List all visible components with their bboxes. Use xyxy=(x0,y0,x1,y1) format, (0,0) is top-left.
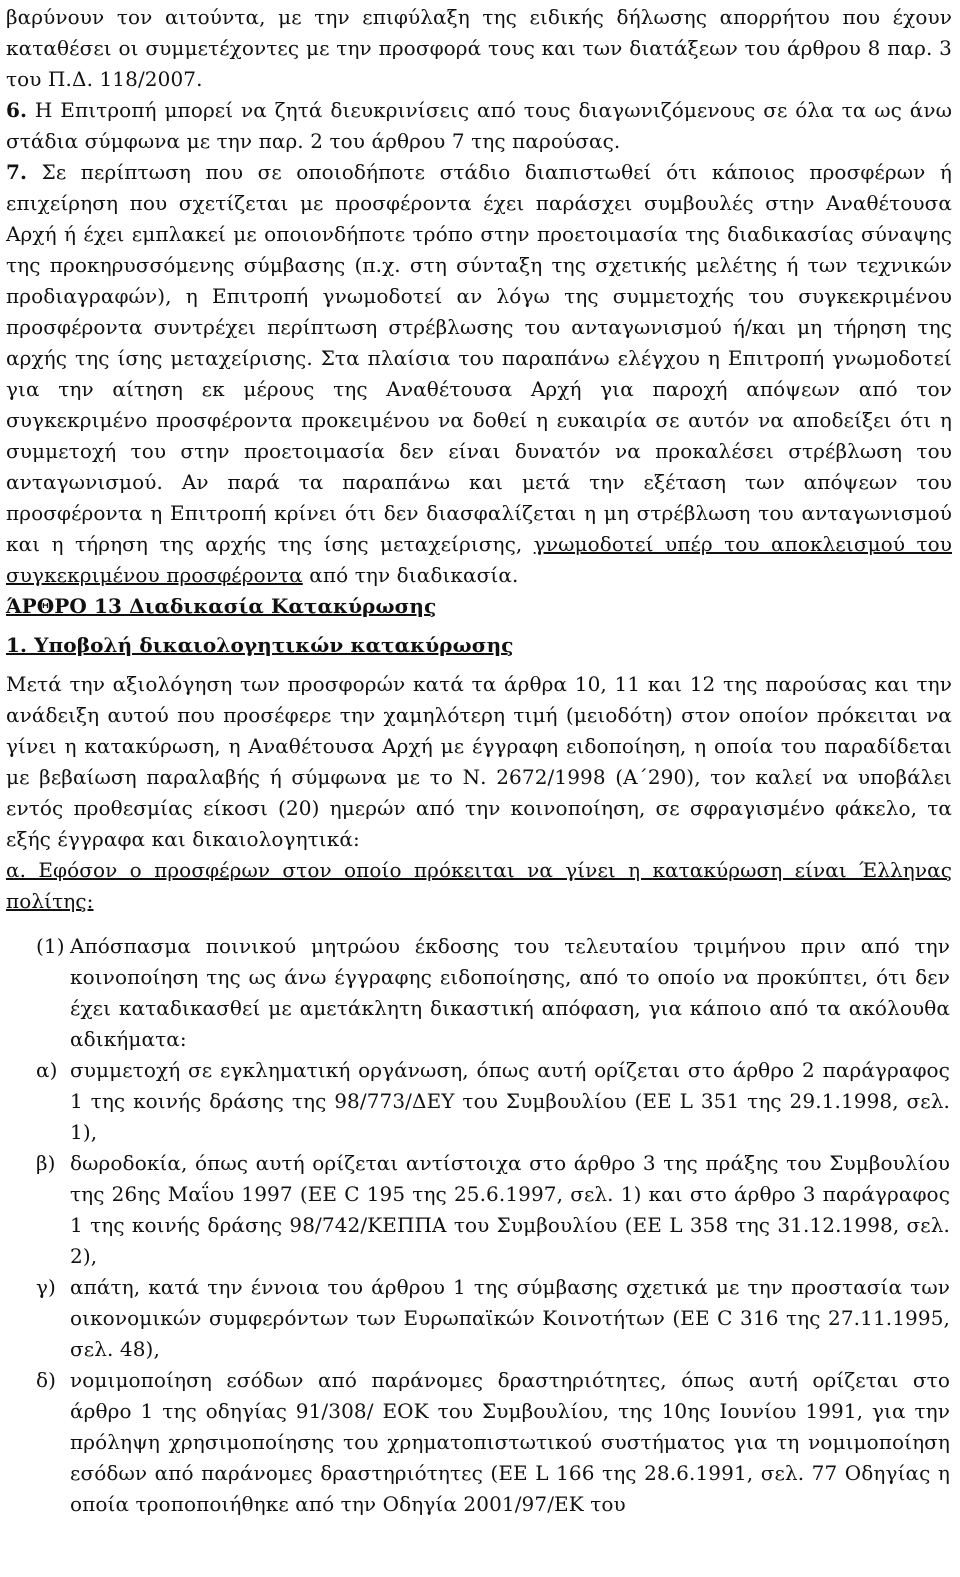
list-item xyxy=(36,931,950,1055)
item-6-number: 6. xyxy=(6,98,28,122)
intro-paragraph xyxy=(6,2,952,95)
list-item-text: Απόσπασμα ποινικού μητρώου έκδοσης του τελευταίου τριμήνου πριν από την κοινοποίηση της ως άνω έγγραφης ειδοποίησης, από το οποίο να προκύπτει, ότι δεν έχει καταδικασθεί με αμετάκλητη δικαστική απόφαση, για κάποιο από τα ακόλουθα αδικήματα: xyxy=(70,934,950,1051)
section-1-heading: 1. Υποβολή δικαιολογητικών κατακύρωσης xyxy=(6,633,514,657)
list-item-text: απάτη, κατά την έννοια του άρθρου 1 της σύμβασης σχετικά με την προστασία των οικονομικών συμφερόντων των Ευρωπαϊκών Κοινοτήτων (ΕΕ C 316 της 27.11.1995, σελ. 48), xyxy=(70,1275,950,1361)
section-1-text: Μετά την αξιολόγηση των προσφορών κατά τα άρθρα 10, 11 και 12 της παρούσας και την ανάδειξη αυτού που προσέφερε την χαμηλότερη τιμή (μειοδότη) στον οποίον πρόκειται να γίνει η κατακύρωση, η Αναθέτουσα Αρχή με έγγραφη ειδοποίηση, η οποία του παραδίδεται με βεβαίωση παραλαβής ή σύμφωνα με το Ν. 2672/1998 (Α΄290), τον καλεί να υποβάλει εντός προθεσμίας είκοσι (20) ημερών από την κοινοποίηση, σε σφραγισμένο φάκελο, τα εξής έγγραφα και δικαιολογητικά: xyxy=(6,672,952,851)
list-item-text: συμμετοχή σε εγκληματική οργάνωση, όπως αυτή ορίζεται στο άρθρο 2 παράγραφος 1 της κοινής δράσης της 98/773/ΔΕΥ του Συμβουλίου (ΕΕ L 351 της 29.1.1998, σελ. 1), xyxy=(70,1058,950,1144)
item-7-number: 7. xyxy=(6,160,28,184)
list-item xyxy=(36,1272,950,1365)
intro-text: βαρύνουν τον αιτούντα, με την επιφύλαξη της ειδικής δήλωσης απορρήτου που έχουν καταθέσει οι συμμετέχοντες με την προσφορά τους και των διατάξεων του άρθρου 8 παρ. 3 του Π.Δ. 118/2007. xyxy=(6,5,952,91)
list-marker: α) xyxy=(36,1058,58,1082)
list-marker: δ) xyxy=(36,1368,57,1392)
list-item-text: δωροδοκία, όπως αυτή ορίζεται αντίστοιχα στο άρθρο 3 της πράξης του Συμβουλίου της 26ης Μαΐου 1997 (ΕΕ C 195 της 25.6.1997, σελ. 1) και στο άρθρο 3 παράγραφος 1 της κοινής δράσης 98/742/ΚΕΠΠΑ του Συμβουλίου (ΕΕ L 358 της 31.12.1998, σελ. 2), xyxy=(70,1151,950,1268)
item-6-paragraph xyxy=(6,95,952,157)
list-marker: γ) xyxy=(36,1275,56,1299)
list-marker: (1) xyxy=(36,934,65,958)
list-marker: β) xyxy=(36,1151,56,1175)
item-7-tail: από την διαδικασία. xyxy=(302,563,519,587)
item-7-paragraph xyxy=(6,157,952,591)
list-item xyxy=(36,1148,950,1272)
subsection-a-heading: α. Εφόσον ο προσφέρων στον οποίο πρόκειται να γίνει η κατακύρωση είναι Έλληνας πολίτης: xyxy=(6,858,952,913)
article-13-heading: ΆΡΘΡΟ 13 Διαδικασία Κατακύρωσης xyxy=(6,594,437,618)
requirements-list xyxy=(6,931,952,1520)
list-item-text: νομιμοποίηση εσόδων από παράνομες δραστηριότητες, όπως αυτή ορίζεται στο άρθρο 1 της οδηγίας 91/308/ ΕΟΚ του Συμβουλίου, της 10ης Ιουνίου 1991, για την πρόληψη χρησιμοποίησης του χρηματοπιστωτικού συστήματος για τη νομιμοποίηση εσόδων από παράνομες δραστηριότητες (ΕΕ L 166 της 28.6.1991, σελ. 77 Οδηγίας η οποία τροποποιήθηκε από την Οδηγία 2001/97/ΕΚ του xyxy=(70,1368,950,1516)
item-6-text: Η Επιτροπή μπορεί να ζητά διευκρινίσεις από τους διαγωνιζόμενους σε όλα τα ως άνω στάδια σύμφωνα με την παρ. 2 του άρθρου 7 της παρούσας. xyxy=(6,98,952,153)
list-item xyxy=(36,1365,950,1520)
item-7-underlined-text: γνωμοδοτεί υπέρ του αποκλεισμού του συγκεκριμένου προσφέροντα xyxy=(6,532,953,587)
section-1-paragraph xyxy=(6,669,952,855)
item-7-text: Σε περίπτωση που σε οποιοδήποτε στάδιο διαπιστωθεί ότι κάποιος προσφέρων ή επιχείρηση που σχετίζεται με προσφέροντα έχει παράσχει συμβουλές στην Αναθέτουσα Αρχή ή έχει εμπλακεί με οποιονδήποτε τρόπο στην προετοιμασία της διαδικασίας σύναψης της προκηρυσσόμενης σύμβασης (π.χ. στη σύνταξη της σχετικής μελέτης ή των τεχνικών προδιαγραφών), η Επιτροπή γνωμοδοτεί αν λόγω της συμμετοχής του συγκεκριμένου προσφέροντα συντρέχει περίπτωση στρέβλωσης του ανταγωνισμού ή/και μη τήρηση της αρχής της ίσης μεταχείρισης. Στα πλαίσια του παραπάνω ελέγχου η Επιτροπή γνωμοδοτεί για την αίτηση εκ μέρους της Αναθέτουσα Αρχή για παροχή απόψεων από τον συγκεκριμένο προσφέροντα προκειμένου να δοθεί η ευκαιρία σε αυτόν να αποδείξει ότι η συμμετοχή του στην προετοιμασία δεν είναι δυνατόν να προκαλέσει στρέβλωση του ανταγωνισμού. Αν παρά τα παραπάνω και μετά την εξέταση των απόψεων του προσφέροντα η Επιτροπή κρίνει ότι δεν διασφαλίζεται η μη στρέβλωση του ανταγωνισμού και η τήρηση της αρχής της ίσης μεταχείρισης, xyxy=(6,160,952,556)
document-page xyxy=(6,2,952,1520)
list-item xyxy=(36,1055,950,1148)
